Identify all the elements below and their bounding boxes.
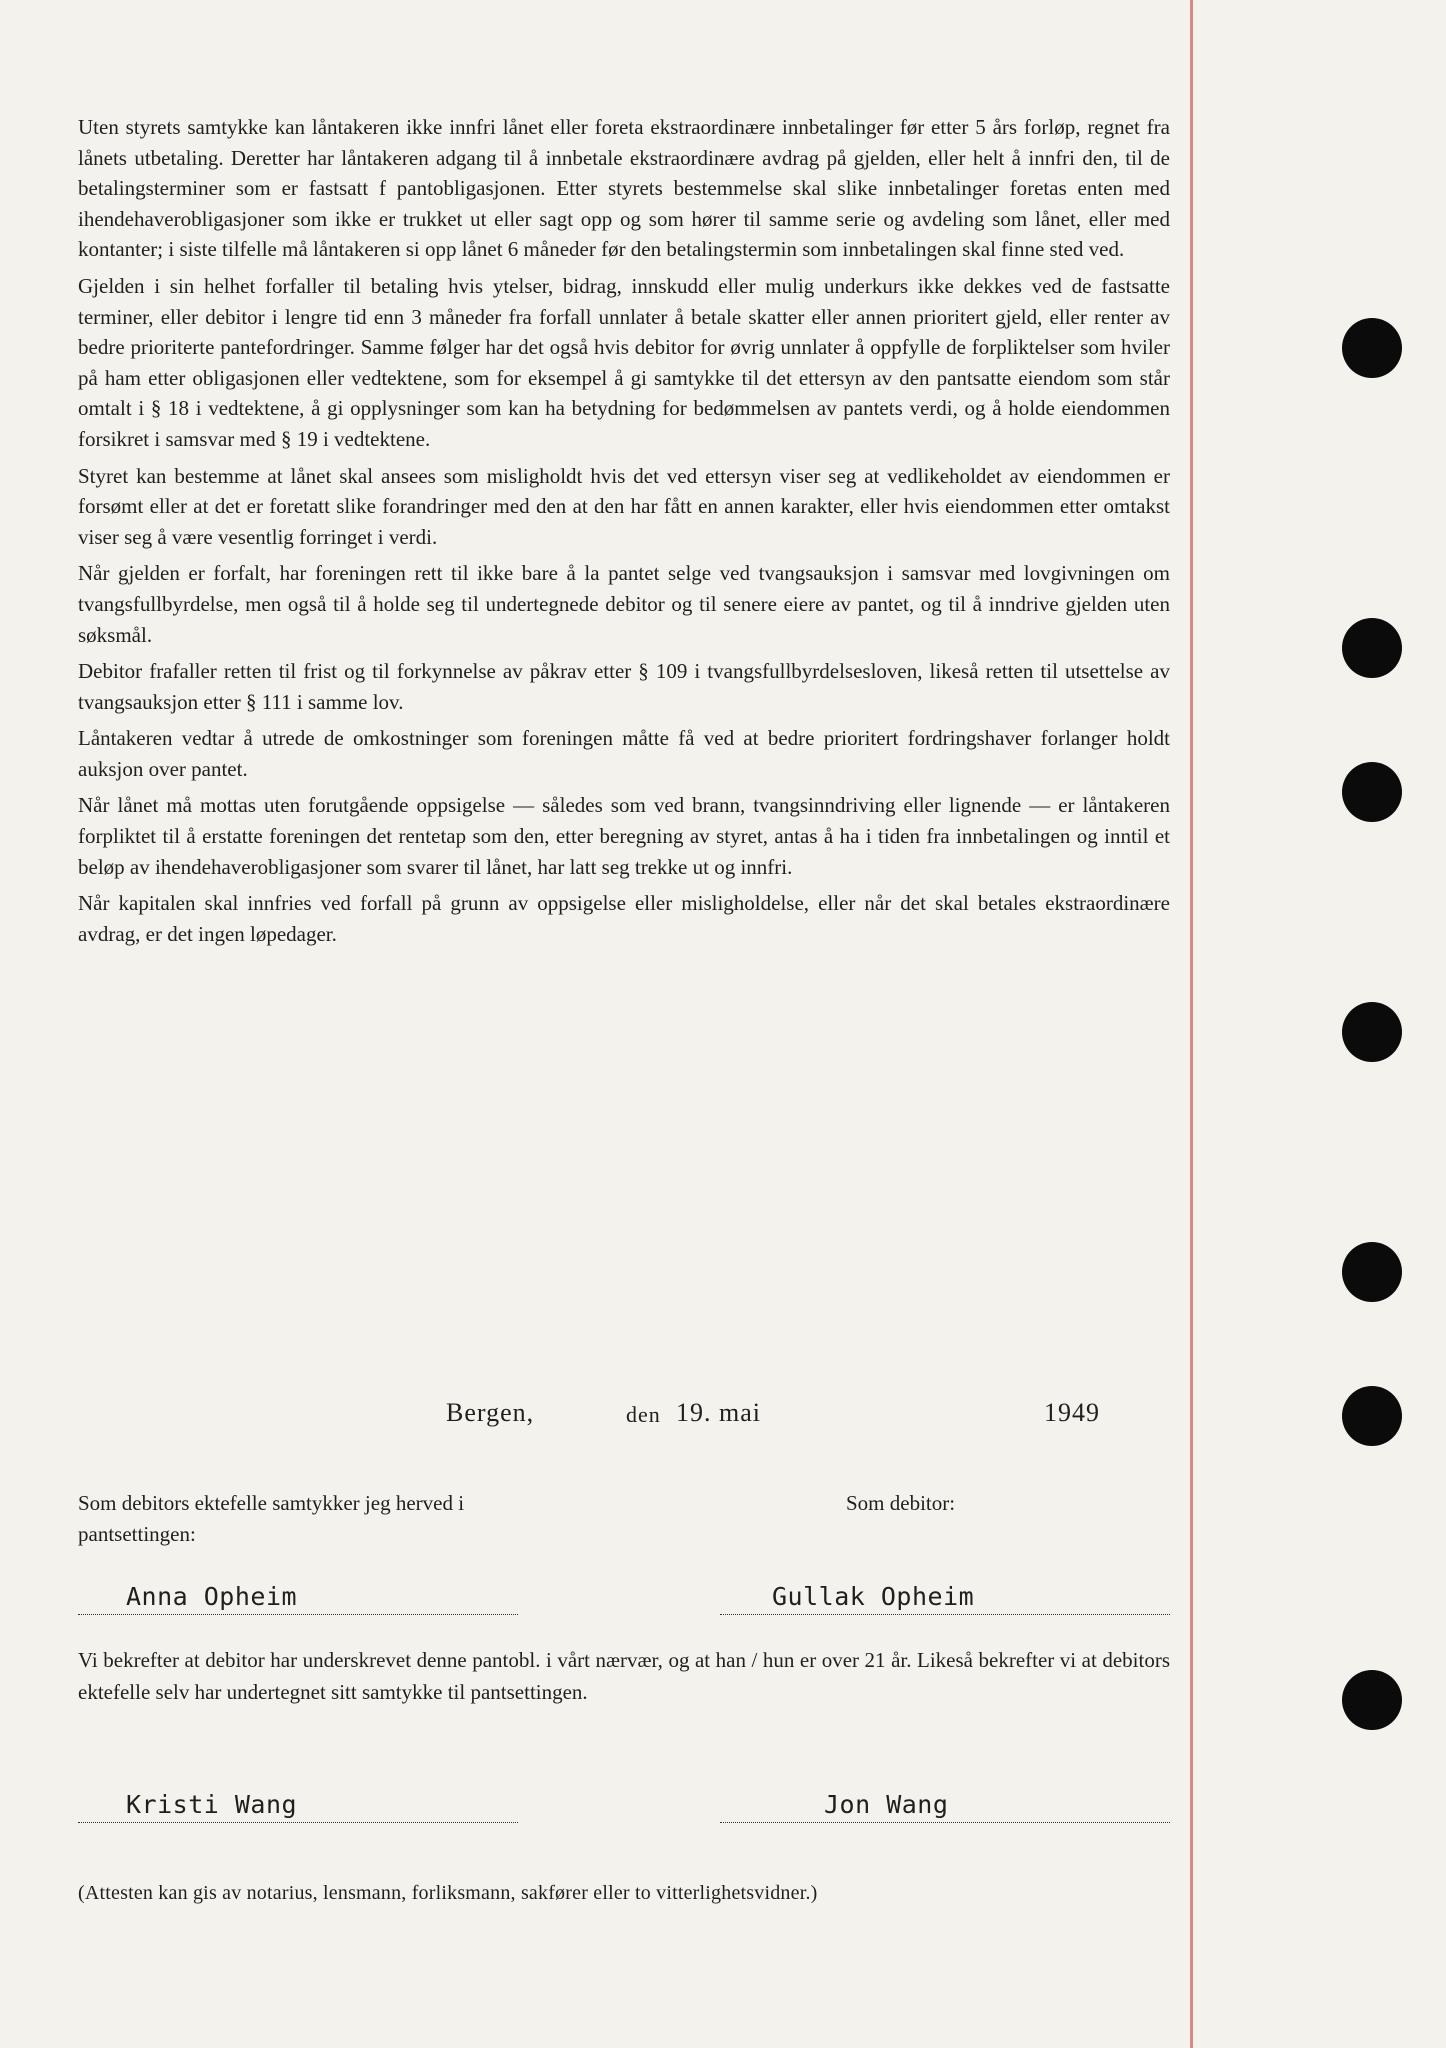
debtor-signature-line: [720, 1614, 1170, 1615]
punch-hole-icon: [1342, 1670, 1402, 1730]
witness-1-signature: Kristi Wang: [126, 1790, 298, 1819]
paragraph-costs: Låntakeren vedtar å utrede de omkostninger som foreningen måtte få ved at bedre prioritert fordringshaver forlanger holdt auksjon over pantet.: [78, 726, 1170, 781]
terms-text: [78, 112, 1170, 955]
punch-hole-icon: [1342, 1242, 1402, 1302]
punch-hole-icon: [1342, 318, 1402, 378]
punch-hole-icon: [1342, 1002, 1402, 1062]
spouse-signature-line: [78, 1614, 518, 1615]
punch-hole-icon: [1342, 618, 1402, 678]
witness-2-signature: Jon Wang: [824, 1790, 949, 1819]
spouse-consent-label: Som debitors ektefelle samtykker jeg herved i pantsettingen:: [78, 1491, 465, 1546]
witness-2-signature-line: [720, 1822, 1170, 1823]
debtor-label: Som debitor:: [846, 1491, 956, 1515]
paragraph-early-repayment: Uten styrets samtykke kan låntakeren ikke innfri lånet eller foreta ekstraordinære innbetalinger før etter 5 års forløp, regnet fra lånets utbetaling. Deretter har låntakeren adgang til å innbetale ekstraordinære avdrag på gjelden, eller helt å innfri den, til de betalingsterminer som er fastsatt f pantobligasjonen. Etter styrets bestemmelse skal slike innbetalinger foretas enten med ihendehaverobligasjoner som ikke er trukket ut eller sagt opp og som hører til samme serie og avdeling som lånet, eller med kontanter; i siste tilfelle må låntakeren si opp lånet 6 måneder før den betalingstermin som innbetalingen skal finne sted ved.: [78, 115, 1170, 262]
paragraph-waiver: Debitor frafaller retten til frist og til forkynnelse av påkrav etter § 109 i tvangsfullbyrdelsesloven, likeså retten til utsettelse av tvangsauksjon etter § 111 i samme lov.: [78, 659, 1170, 714]
year: 1949: [1044, 1398, 1100, 1427]
punch-hole-icon: [1342, 1386, 1402, 1446]
spouse-signature: Anna Opheim: [126, 1582, 298, 1611]
paragraph-enforcement: Når gjelden er forfalt, har foreningen rett til ikke bare å la pantet selge ved tvangsauksjon i samsvar med lovgivningen om tvangsfullbyrdelse, men også til å holde seg til undertegnede debitor og til senere eiere av pantet, og til å inndrive gjelden uten søksmål.: [78, 561, 1170, 647]
paragraph-no-grace-days: Når kapitalen skal innfries ved forfall på grunn av oppsigelse eller misligholdelse, eller når det skal betales ekstraordinære avdrag, er det ingen løpedager.: [78, 891, 1170, 946]
date-prefix: den: [626, 1402, 661, 1427]
punch-hole-icon: [1342, 762, 1402, 822]
debtor-signature: Gullak Opheim: [772, 1582, 975, 1611]
witness-1-signature-line: [78, 1822, 518, 1823]
date-day-month: 19. mai: [676, 1398, 761, 1427]
red-margin-line: [1190, 0, 1193, 2048]
paragraph-neglect: Styret kan bestemme at lånet skal ansees som misligholdt hvis det ved ettersyn viser seg at vedlikeholdet av eiendommen er forsømt eller at det er foretatt slike forandringer med den at den har fått en annen karakter, eller hvis eiendommen etter omtakst viser seg å være vesentlig forringet i verdi.: [78, 463, 1170, 549]
paragraph-default: Gjelden i sin helhet forfaller til betaling hvis ytelser, bidrag, innskudd eller mulig underkurs ikke dekkes ved de fastsatte terminer, eller debitor i lengre tid enn 3 måneder fra forfall unnlater å betale skatter eller annen prioritert gjeld, eller renter av bedre prioriterte pantefordringer. Samme følger har det også hvis debitor for øvrig unnlater å oppfylle de forpliktelser som hviler på ham etter obligasjonen eller vedtektene, som for eksempel å gi samtykke til det ettersyn av den pantsatte eiendom som står omtalt i § 18 i vedtektene, å gi opplysninger som kan ha betydning for bedømmelsen av pantets verdi, og å holde eiendommen forsikret i samsvar med § 19 i vedtektene.: [78, 273, 1170, 451]
attestation-footnote: (Attesten kan gis av notarius, lensmann, forliksmann, sakfører eller to vitterlighetsvidner.): [78, 1882, 818, 1904]
place: Bergen,: [446, 1398, 535, 1427]
paragraph-interest-loss: Når lånet må mottas uten forutgående oppsigelse — således som ved brann, tvangsinndriving eller lignende — er låntakeren forpliktet til å erstatte foreningen det rentetap som den, etter beregning av styret, antas å ha i tiden fra innbetalingen og inntil et beløp av ihendehaverobligasjoner som svarer til lånet, har latt seg trekke ut og innfri.: [78, 793, 1170, 879]
witness-confirmation: Vi bekrefter at debitor har underskrevet denne pantobl. i vårt nærvær, og at han / hun er over 21 år. Likeså bekrefter vi at debitors ektefelle selv har undertegnet sitt samtykke til pantsettingen.: [78, 1648, 1170, 1704]
